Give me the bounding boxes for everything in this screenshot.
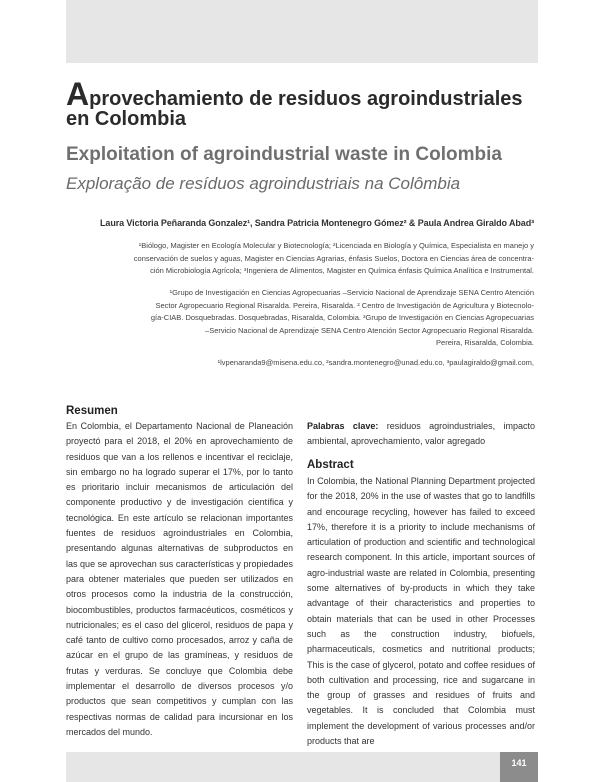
footer-band [66, 752, 538, 782]
abstract-body: In Colombia, the National Planning Department projected for the 2018, 20% in the use of wastes that go to landfills and encourage recycling, however has failed to exceed 17%, therefore it is a priority to include mechanisms of articulation of production and scientific and technological research component. In this article, important sources of agro-industrial waste are related in Colombia, presenting some alternatives of by-products in which they take advantage of their characteristics and properties to obtain materials that can be used in other Processes such as the construction industry, biofuels, pharmaceuticals, cosmetics and nutritional products; This is the case of glycerol, potato and coffee residues of both cultivation and processing, rice and sugarcane in the group of grasses and residues of fruits and vegetables. It is concluded that Colombia must implement the development of various processes and/or products that are [307, 476, 535, 747]
affiliation-line: Sector Agropecuario Regional Risaralda. Pereira, Risaralda. ² Centro de Investigación de Agricultura y Biotecnolo- [155, 300, 534, 310]
authors-line: Laura Victoria Peñaranda Gonzalez¹, Sandra Patricia Montenegro Gómez² & Paula Andrea Giraldo Abad³ [100, 218, 534, 228]
title-line-2: en Colombia [66, 108, 187, 130]
affiliation-line: conservación de suelos y aguas, Magister en Ciencias Agrarias, énfasis Suelos, Doctora en Ciencias área de concentra- [133, 253, 534, 263]
spanish-title [66, 76, 546, 130]
portuguese-title: Exploração de resíduos agroindustriais na Colômbia [66, 174, 461, 193]
page-number: 141 [500, 752, 538, 782]
keywords-block [307, 419, 535, 450]
english-title: Exploitation of agroindustrial waste in Colombia [66, 144, 502, 165]
affiliation-line: gía-CIAB. Dosquebradas. Dosquebradas, Risaralda, Colombia. ³Grupo de Investigación en Ciencias Agropecuarias [150, 313, 534, 322]
affiliation-line: Pereira, Risaralda, Colombia. [436, 338, 534, 347]
affiliation-line: ¹Biólogo, Magister en Ecología Molecular y Biotecnología; ²Licenciada en Biología y Química, Especialista en manejo y [138, 241, 534, 250]
resumen-body: En Colombia, el Departamento Nacional de Planeación proyectó para el 2018, el 20% en aprovechamiento de residuos que van a los rellenos e incentivar el reciclaje, sin embargo no ha logrado superar el 17%, por lo tanto es prioritario incluir mecanismos de articulación del componente productivo y de investigación científica y tecnológica. En este artículo se relacionan importantes fuentes de residuos agroindustriales en Colombia, presentando algunas alternativas de subproductos en las que se aprovechan sus características y propiedades para obtener materiales que pueden ser utilizados en otros procesos como la industria de la construcción, biocombustibles, productos farmacéuticos, cosméticos y nutricionales; es el caso del glicerol, residuos de papa y café tanto de cultivo como procesados, arroz y caña de azúcar en el grupo de las gramíneas, y residuos de frutas y verduras. Se concluye que Colombia debe implementar el desarrollo de diversos procesos y/o productos que sean competitivos y cumplan con las respectivas normas de calidad para incursionar en los mercados del mundo. [66, 421, 293, 737]
title-drop-initial: A [66, 76, 90, 112]
affiliation-line: –Servicio Nacional de Aprendizaje SENA Centro Atención Sector Agropecuario Regional Risaralda. [205, 325, 534, 335]
affiliation-line: ¹Grupo de Investigación en Ciencias Agropecuarias –Servicio Nacional de Aprendizaje SENA Centro Atención [169, 288, 534, 297]
keywords-text: residuos agroindustriales, impacto ambiental, aprovechamiento, valor agregado [307, 421, 535, 447]
title-line-1-rest: provechamiento de residuos agroindustriales [89, 88, 523, 110]
affiliations-degrees [124, 240, 534, 278]
affiliation-line: ción Microbiología Agrícola; ³Ingeniera de Alimentos, Magister en Química énfasis Química Analítica e Instrumental. [150, 266, 534, 275]
header-band [66, 0, 538, 63]
affiliations-groups [124, 287, 534, 350]
abstract-heading: Abstract [307, 459, 354, 471]
resumen-heading: Resumen [66, 405, 118, 417]
author-emails: ¹lvpenaranda9@misena.edu.co, ²sandra.montenegro@unad.edu.co, ³paulagiraldo@gmail.com, [217, 358, 534, 367]
keywords-label: Palabras clave: [307, 421, 379, 431]
